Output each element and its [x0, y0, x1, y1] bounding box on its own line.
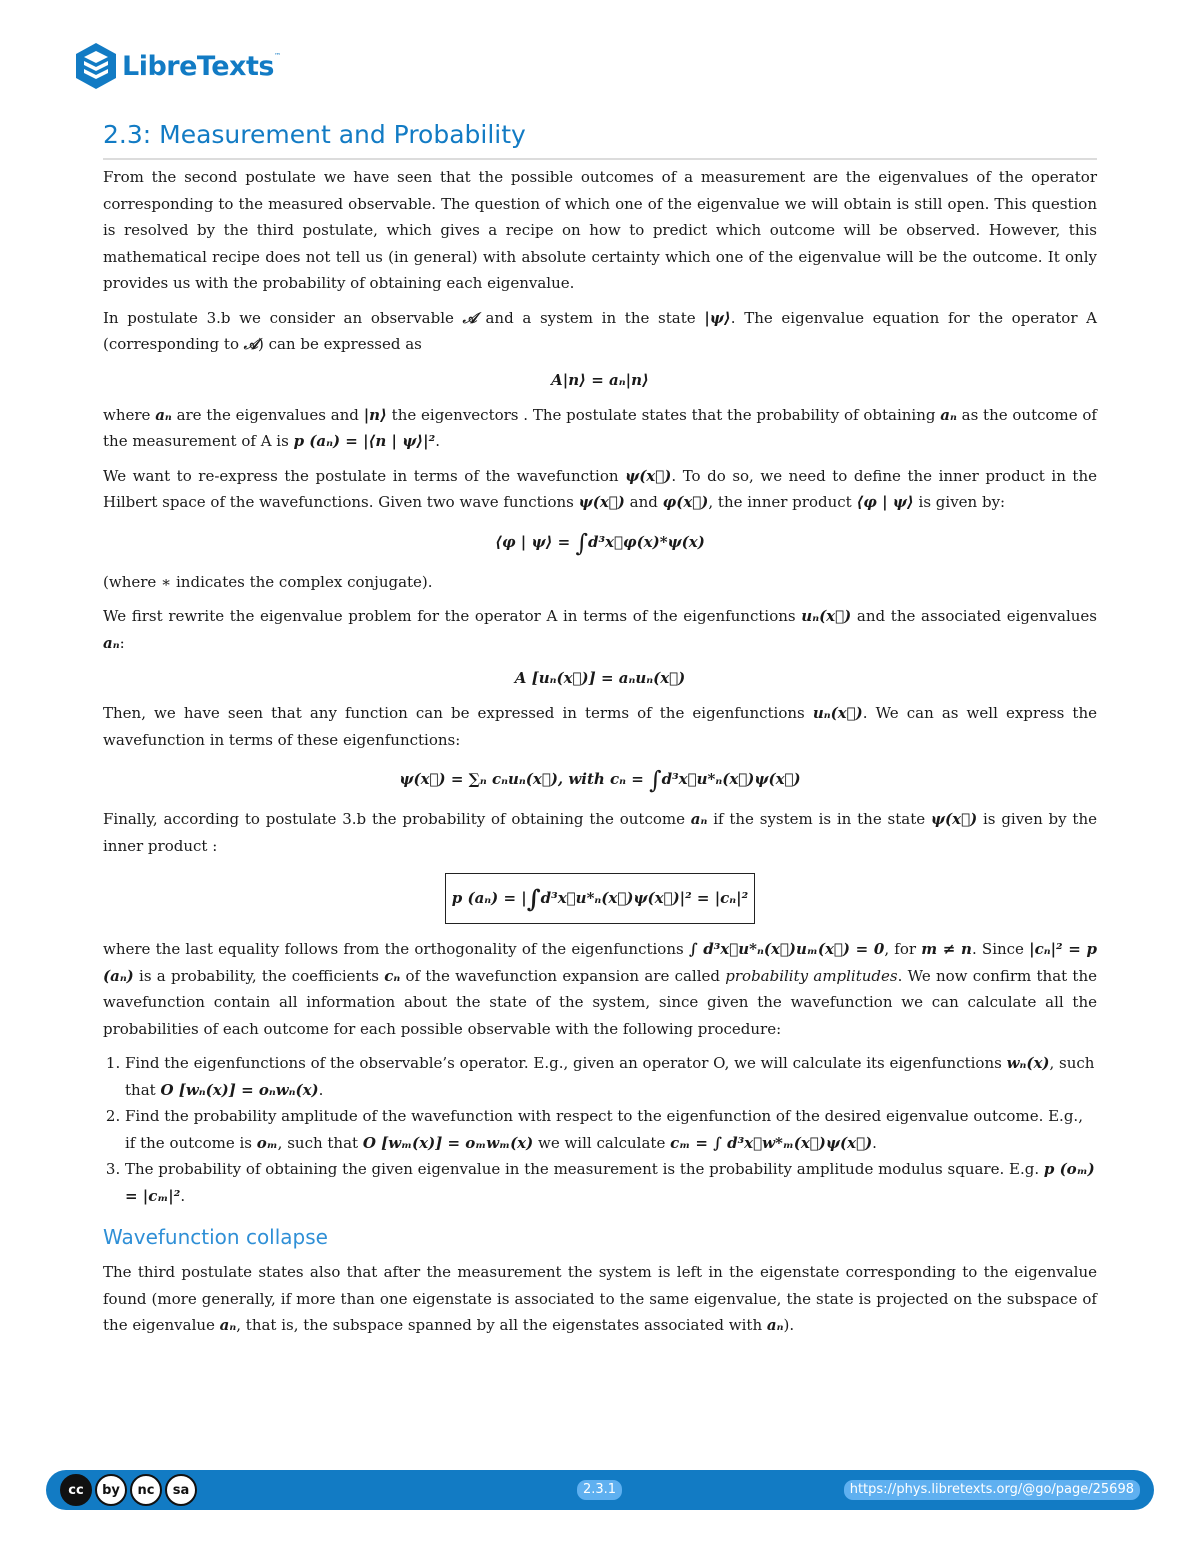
list-item: 1. Find the eigenfunctions of the observable’s operator. E.g., given an operator O, we will calculate its eigenfunctions wₙ(x), such that O [wₙ(x)] = oₙwₙ(x).: [125, 1050, 1097, 1103]
page-footer: [46, 1470, 1154, 1510]
list-item: 3. The probability of obtaining the given eigenvalue in the measurement is the probability amplitude modulus square. E.g. p (oₘ) = |cₘ|².: [125, 1156, 1097, 1209]
paragraph-intro: From the second postulate we have seen that the possible outcomes of a measurement are the eigenvalues of the operator corresponding to the measured observable. The question of which one of the eigenvalue we will obtain is still open. This question is resolved by the third postulate, which gives a recipe on how to predict which outcome will be observed. However, this mathematical recipe does not tell us (in general) with absolute certainty which one of the eigenvalue will be the outcome. It only provides us with the probability of obtaining each eigenvalue.: [103, 168, 1097, 292]
math-inline: 𝒜: [243, 335, 258, 353]
sa-icon: sa: [165, 1474, 197, 1506]
equation-eigenfunction: A [uₙ(x⃗)] = aₙuₙ(x⃗): [514, 669, 686, 687]
math-inline: 𝒜: [462, 308, 477, 327]
list-item: 2. Find the probability amplitude of the wavefunction with respect to the eigenfunction of the desired eigenvalue outcome. E.g., if the outcome is oₘ, such that O [wₘ(x)] = oₘwₘ(x) we will calculate cₘ = ∫ d³x⃗w*ₘ(x⃗)ψ(x⃗).: [125, 1103, 1097, 1156]
paragraph-collapse: The third postulate states also that after the measurement the system is left in the eigenstate corresponding to the eigenvalue found (more generally, if more than one eigenstate is associated to the same eigenvalue, the state is projected on the subspace of the eigenvalue aₙ, that is, the subspace spanned by all the eigenstates associated with aₙ).: [103, 1263, 1097, 1334]
cc-icon: cc: [60, 1474, 92, 1506]
by-icon: by: [95, 1474, 127, 1506]
paragraph-probability: where aₙ are the eigenvalues and |n⟩ the eigenvectors . The postulate states that the probability of obtaining aₙ as the outcome of the measurement of A is p (aₙ) = |⟨n | ψ⟩|².: [103, 405, 1097, 450]
article-content: [103, 118, 1097, 1339]
paragraph-finally: Finally, according to postulate 3.b the probability of obtaining the outcome aₙ if the system is in the state ψ(x⃗) is given by the inner product :: [103, 810, 1097, 855]
page-url-link[interactable]: https://phys.libretexts.org/@go/page/25698: [844, 1480, 1140, 1500]
page-number: 2.3.1: [577, 1480, 622, 1500]
procedure-list: [103, 1050, 1097, 1209]
paragraph-eigenfunctions: We first rewrite the eigenvalue problem for the operator A in terms of the eigenfunctions uₙ(x⃗) and the associated eigenvalues aₙ:: [103, 607, 1097, 652]
logo-text: LibreTexts: [122, 50, 274, 82]
section-heading-collapse: Wavefunction collapse: [103, 1225, 328, 1249]
nc-icon: nc: [130, 1474, 162, 1506]
paragraph-inner-product: We want to re-express the postulate in terms of the wavefunction ψ(x⃗). To do so, we need to define the inner product in the Hilbert space of the wavefunctions. Given two wave functions ψ(x⃗) and φ(x⃗), the inner product ⟨φ | ψ⟩ is given by:: [103, 466, 1097, 511]
paragraph-orthogonality: where the last equality follows from the orthogonality of the eigenfunctions ∫ d³x⃗u*ₙ(x⃗)uₘ(x⃗) = 0, for m ≠ n. Since |cₙ|² = p (aₙ) is a probability, the coefficients cₙ of the wavefunction expansion are called probability amplitudes. We now confirm that the wavefunction contain all information about the state of the system, since given the wavefunction we can calculate all the probabilities of each outcome for each possible observable with the following procedure:: [103, 940, 1098, 1038]
equation-inner-product: ⟨φ | ψ⟩ = ∫d³x⃗φ(x)*ψ(x): [495, 528, 705, 557]
math-inline: |ψ⟩: [704, 308, 731, 327]
equation-eigenvalue: A|n⟩ = aₙ|n⟩: [551, 370, 649, 389]
paragraph-postulate: In postulate 3.b we consider an observable 𝒜 and a system in the state |ψ⟩. The eigenvalue equation for the operator A (corresponding to 𝒜) can be expressed as: [103, 308, 1098, 353]
equation-expansion: ψ(x⃗) = ∑ₙ cₙuₙ(x⃗), with cₙ = ∫d³x⃗u*ₙ(x⃗)ψ(x⃗): [399, 766, 801, 794]
cc-license-badge[interactable]: [60, 1474, 200, 1506]
page-title: 2.3: Measurement and Probability: [103, 118, 1097, 160]
logo-trademark: ™: [273, 52, 281, 60]
libretexts-logo[interactable]: [74, 40, 281, 92]
paragraph-conjugate: (where ∗ indicates the complex conjugate).: [103, 572, 433, 591]
libretexts-logo-icon: [74, 41, 118, 91]
equation-boxed-probability: p (aₙ) = |∫d³x⃗u*ₙ(x⃗)ψ(x⃗)|² = |cₙ|²: [103, 873, 1097, 924]
paragraph-expansion: Then, we have seen that any function can be expressed in terms of the eigenfunctions uₙ(x⃗). We can as well express the wavefunction in terms of these eigenfunctions:: [103, 704, 1097, 749]
